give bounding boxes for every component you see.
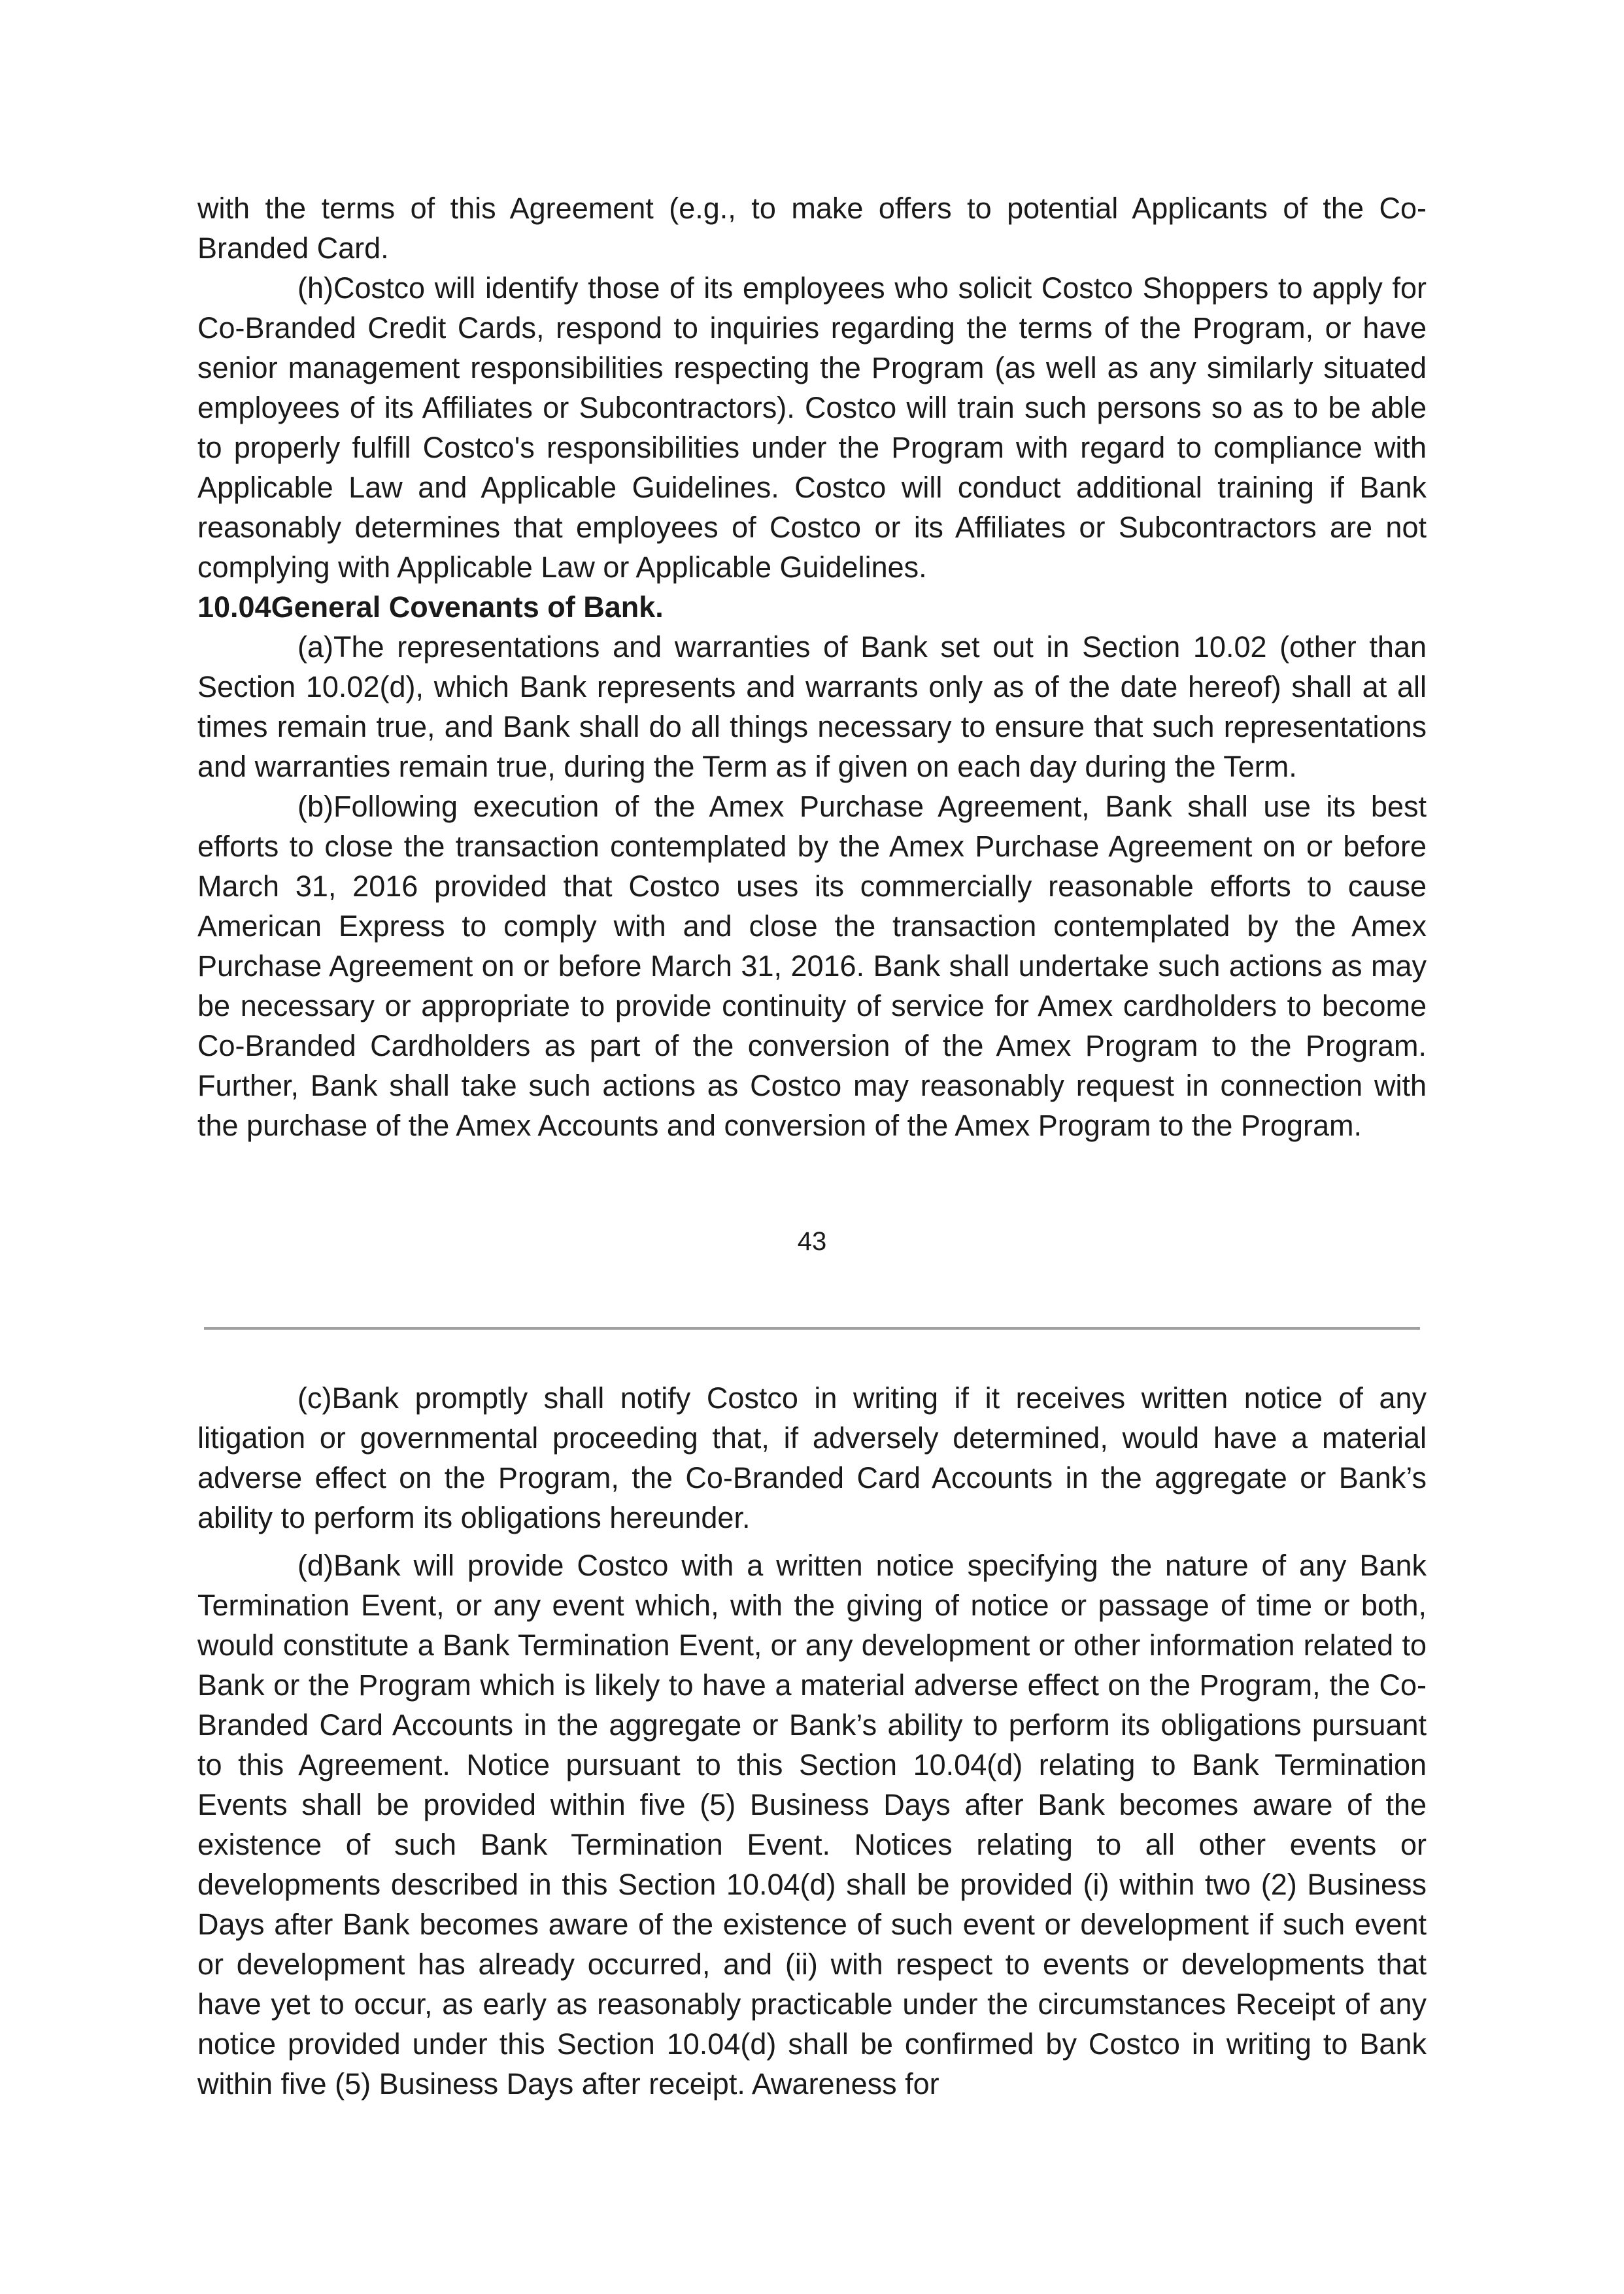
paragraph-c: (c)Bank promptly shall notify Costco in writing if it receives written notice of any litigation or governmental proceeding that, if adversely determined, would have a material adverse effect on the Program, the Co-Branded Card Accounts in the aggregate or Bank’s ability to perform its obligations hereunder. <box>197 1381 1427 1534</box>
page-divider <box>204 1327 1420 1330</box>
paragraph-h: (h)Costco will identify those of its employees who solicit Costco Shoppers to apply for Co-Branded Credit Cards, respond to inquiries regarding the terms of the Program, or have senior management responsibilities respecting the Program (as well as any similarly situated employees of its Affiliates or Subcontractors). Costco will train such persons so as to be able to properly fulfill Costco's responsibilities under the Program with regard to compliance with Applicable Law and Applicable Guidelines. Costco will conduct additional training if Bank reasonably determines that employees of Costco or its Affiliates or Subcontractors are not complying with Applicable Law or Applicable Guidelines. <box>197 271 1427 584</box>
section-heading: 10.04General Covenants of Bank. <box>197 590 664 624</box>
page-43-body <box>197 188 1427 1145</box>
paragraph-a: (a)The representations and warranties of Bank set out in Section 10.02 (other than Section 10.02(d), which Bank represents and warrants only as of the date hereof) shall at all times remain true, and Bank shall do all things necessary to ensure that such representations and warranties remain true, during the Term as if given on each day during the Term. <box>197 630 1427 783</box>
paragraph-b: (b)Following execution of the Amex Purchase Agreement, Bank shall use its best efforts to close the transaction contemplated by the Amex Purchase Agreement on or before March 31, 2016 provided that Costco uses its commercially reasonable efforts to cause American Express to comply with and close the transaction contemplated by the Amex Purchase Agreement on or before March 31, 2016. Bank shall undertake such actions as may be necessary or appropriate to provide continuity of service for Amex cardholders to become Co-Branded Cardholders as part of the conversion of the Amex Program to the Program. Further, Bank shall take such actions as Costco may reasonably request in connection with the purchase of the Amex Accounts and conversion of the Amex Program to the Program. <box>197 790 1427 1142</box>
paragraph-d: (d)Bank will provide Costco with a written notice specifying the nature of any Bank Termination Event, or any event which, with the giving of notice or passage of time or both, would constitute a Bank Termination Event, or any development or other information related to Bank or the Program which is likely to have a material adverse effect on the Program, the Co-Branded Card Accounts in the aggregate or Bank’s ability to perform its obligations pursuant to this Agreement. Notice pursuant to this Section 10.04(d) relating to Bank Termination Events shall be provided within five (5) Business Days after Bank becomes aware of the existence of such Bank Termination Event. Notices relating to all other events or developments described in this Section 10.04(d) shall be provided (i) within two (2) Business Days after Bank becomes aware of the existence of such event or development if such event or development has already occurred, and (ii) with respect to events or developments that have yet to occur, as early as reasonably practicable under the circumstances Receipt of any notice provided under this Section 10.04(d) shall be confirmed by Costco in writing to Bank within five (5) Business Days after receipt. Awareness for <box>197 1549 1427 2100</box>
paragraph-continued: with the terms of this Agreement (e.g., to make offers to potential Applicants of the Co-Branded Card. <box>197 192 1427 265</box>
page-number: 43 <box>797 1227 827 1256</box>
page-44-body <box>197 1378 1427 2104</box>
